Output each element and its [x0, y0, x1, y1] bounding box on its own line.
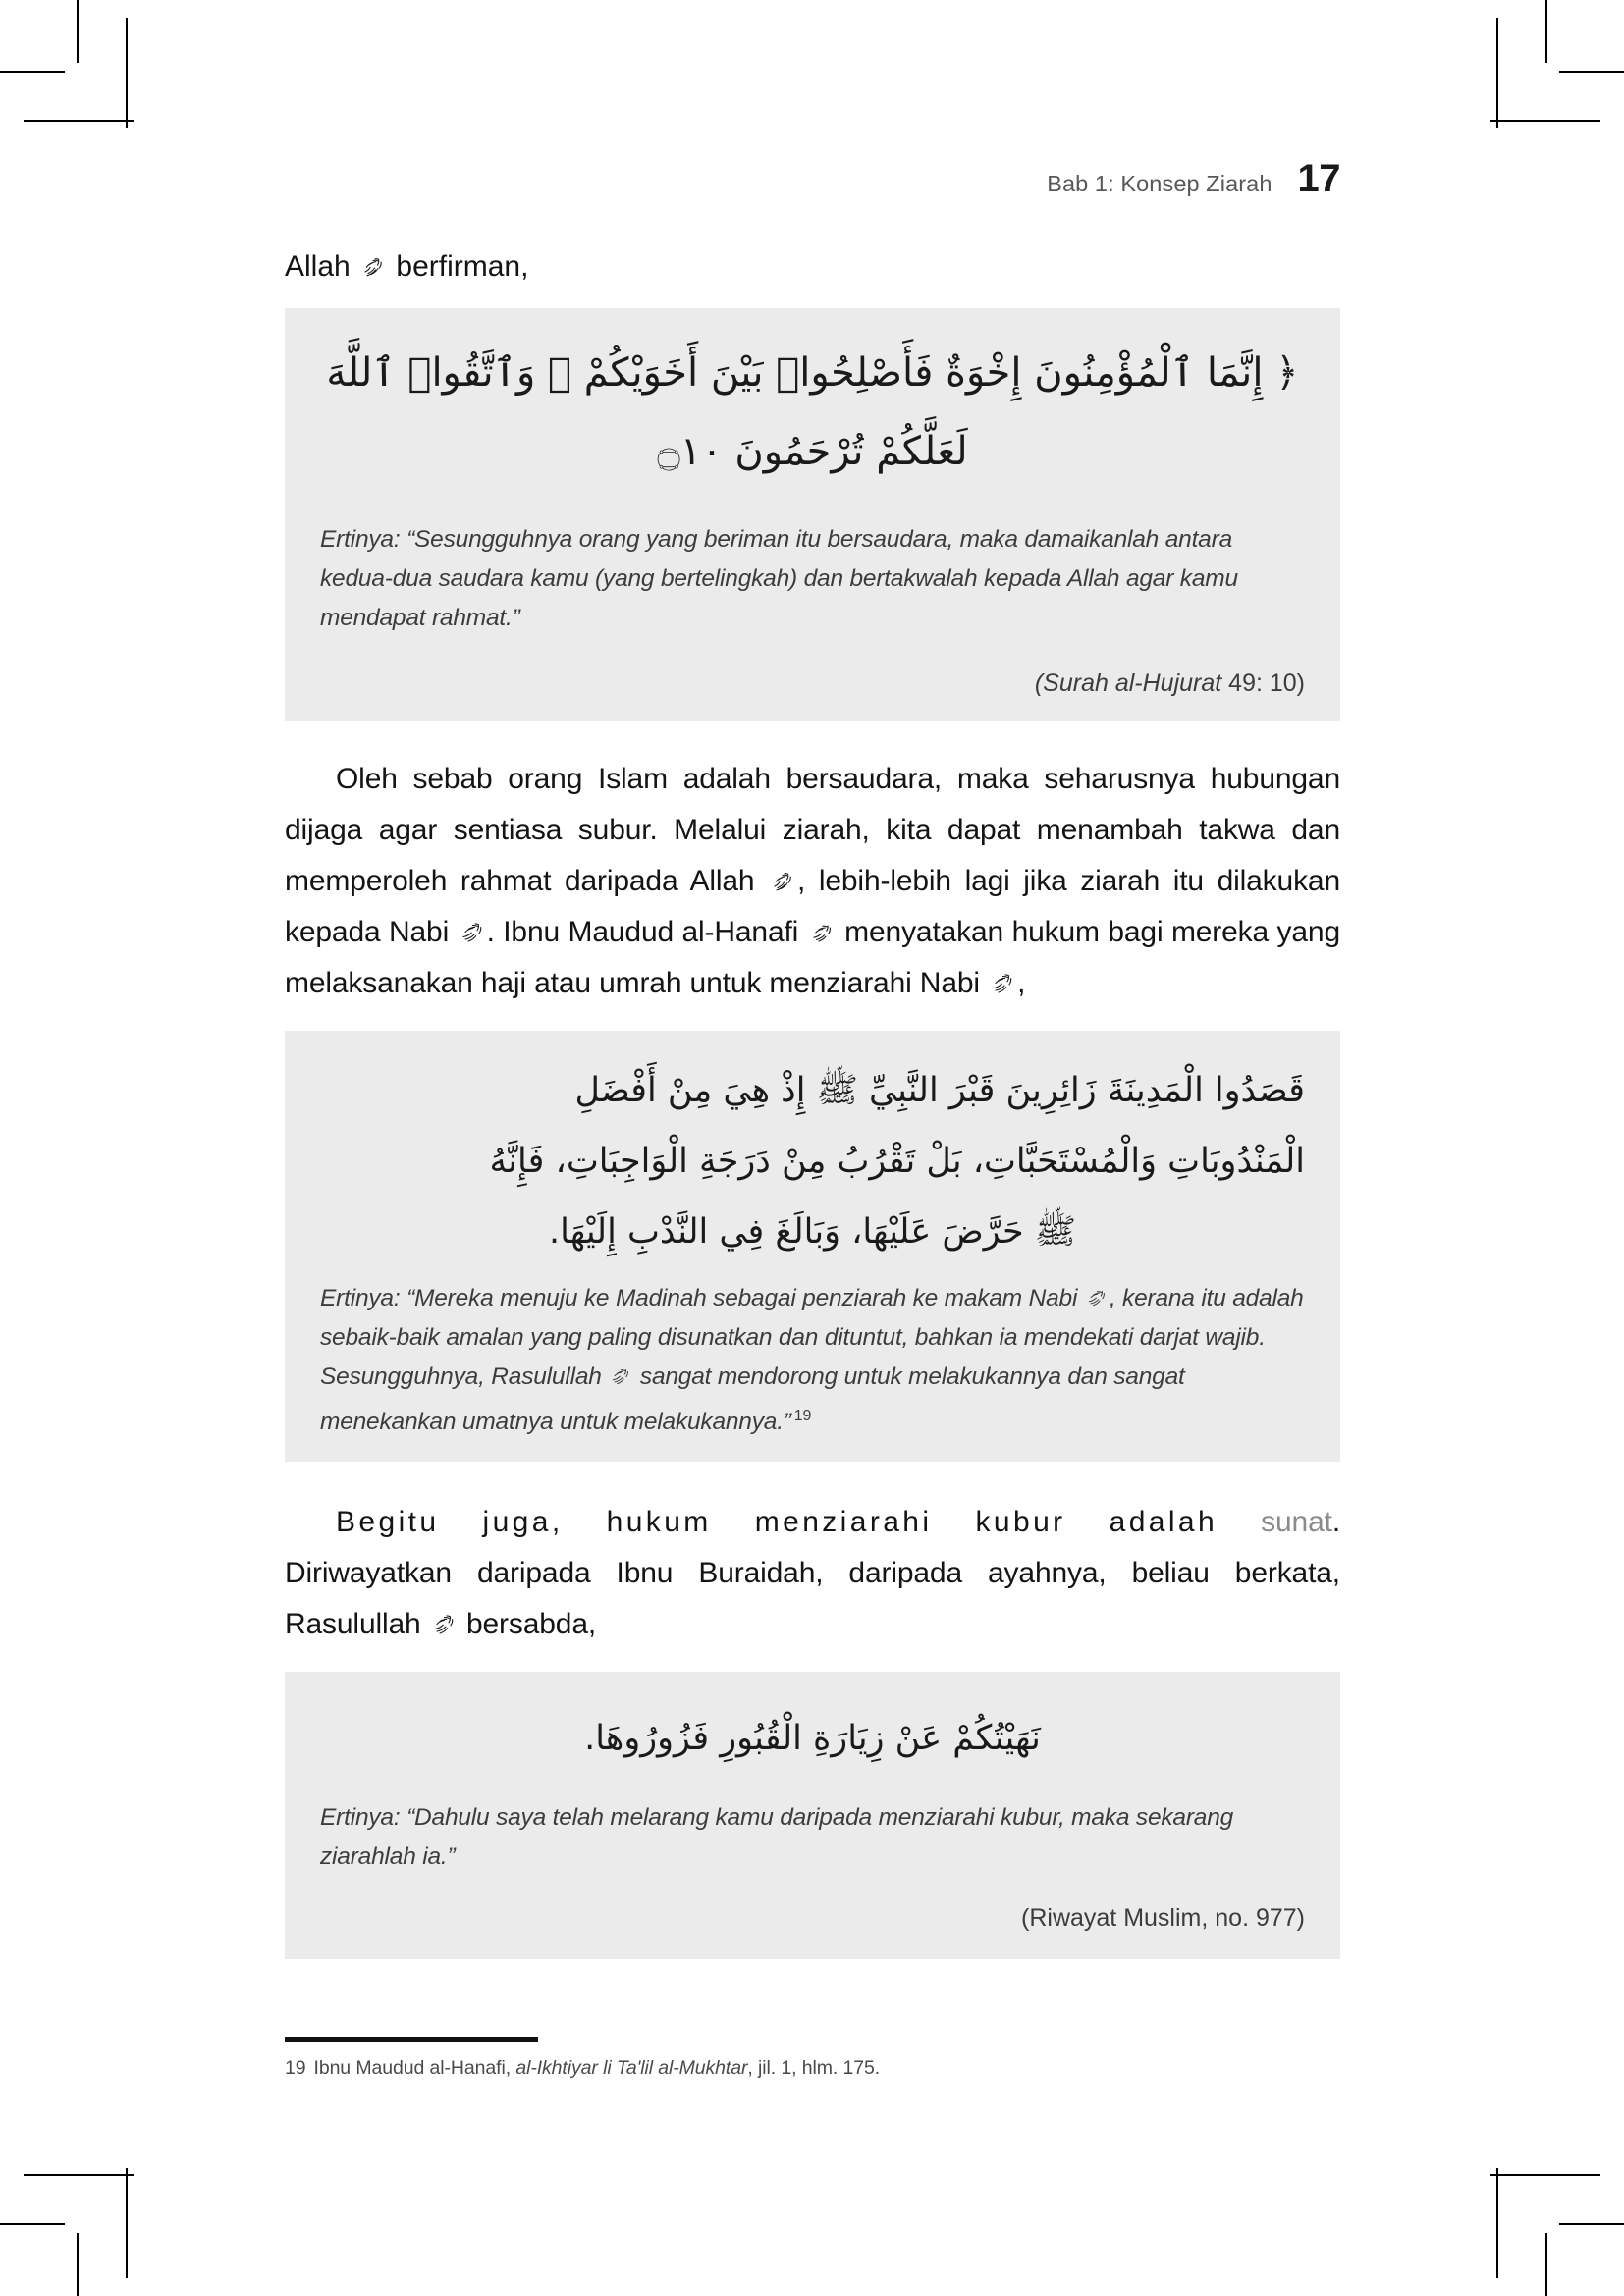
running-head: [285, 157, 1340, 212]
footnote-author: Ibnu Maudud al-Hanafi,: [313, 2057, 516, 2079]
crop-mark-bottom-left-vertical: [77, 2233, 79, 2296]
sallallahu-alayhi-wasallam-honorific-icon: [460, 920, 485, 945]
hadith-one-translation-seg-1: Ertinya: “Mereka menuju ke Madinah sebagai penziarah ke makam Nabi: [320, 1285, 1084, 1312]
crop-mark-bottom-right-vertical: [1545, 2233, 1547, 2296]
hadith-one-arabic-line-3: [320, 1198, 1305, 1268]
lead-in-line: [285, 241, 1340, 293]
crop-mark-bottom-right-inner-horizontal: [1490, 2174, 1600, 2176]
jalla-jalaluhu-honorific-icon: [360, 254, 386, 280]
hadith-one-translation-seg-3: sangat mendorong untuk melakukannya dan sangat menekankan umatnya untuk melakukannya.”: [320, 1363, 1185, 1436]
crop-mark-top-left-inner-horizontal: [24, 120, 134, 122]
paragraph-two-rest-seg-1: . Diriwayatkan daripada Ibnu Buraidah, daripada ayahnya, beliau berkata, Rasulullah: [285, 1506, 1340, 1641]
paragraph-two-loose-text: Begitu juga, hukum menziarahi kubur adalah: [336, 1506, 1262, 1539]
sallallahu-alayhi-wasallam-honorific-icon: [990, 971, 1015, 996]
rahimahullah-honorific-icon: [809, 920, 835, 945]
quran-translation: Ertinya: “Sesungguhnya orang yang beriman itu bersaudara, maka damaikanlah antara kedua-dua saudara kamu (yang bertelingkah) dan bertakwalah kepada Allah agar kamu mendapat rahmat.”: [320, 526, 1238, 631]
footnote-marker: 19: [793, 1408, 812, 1425]
footnote-locator: , jil. 1, hlm. 175.: [747, 2057, 881, 2079]
jalla-jalaluhu-honorific-icon: [770, 869, 795, 894]
crop-mark-bottom-left-inner-horizontal: [24, 2174, 134, 2176]
paragraph-two-rest-seg-2: bersabda,: [458, 1608, 597, 1641]
footnote-divider: [285, 2037, 538, 2042]
paragraph-one-seg-4: menyatakan hukum bagi mereka yang melaksanakan haji atau umrah untuk menziarahi Nabi: [285, 916, 1341, 999]
crop-mark-bottom-right-horizontal: [1559, 2223, 1624, 2225]
footnote-number: 19: [285, 2057, 306, 2079]
hadith-one-arabic-line-2: الْمَنْدُوبَاتِ وَالْمُسْتَحَبَّاتِ، بَلْ تَقْرُبُ مِنْ دَرَجَةِ الْوَاجِبَاتِ، فَإِنَّهُ: [489, 1141, 1305, 1181]
crop-mark-bottom-left-horizontal: [0, 2223, 65, 2225]
hadith-one-arabic-line-3-text: ﷺ حَرَّضَ عَلَيْهَا، وَبَالَغَ فِي النَّدْبِ إِلَيْهَا.: [548, 1211, 1077, 1252]
quran-arabic-text: ﴿ إِنَّمَا ٱلْمُؤْمِنُونَ إِخْوَةٌ فَأَصْلِحُوا۟ بَيْنَ أَخَوَيْكُمْ ۚ وَٱتَّقُوا۟ ٱللَّهَ لَعَلَّكُمْ تُرْحَمُونَ ۝١٠: [326, 350, 1299, 474]
paragraph-one: [285, 754, 1340, 1009]
crop-mark-top-right-inner-horizontal: [1490, 120, 1600, 122]
hadith-one-translation-seg-2: , kerana itu adalah sebaik-baik amalan yang paling disunatkan dan dituntut, bahkan ia mendekati darjat wajib. Sesungguhnya, Rasulullah: [320, 1285, 1304, 1391]
footnote-title: al-Ikhtiyar li Ta'lil al-Mukhtar: [515, 2057, 748, 2079]
page-content: [285, 157, 1340, 1959]
footnote-entry: [285, 2054, 1340, 2083]
quran-source-reference: 49: 10): [1221, 669, 1305, 697]
quran-source-citation: [320, 664, 1305, 703]
sallallahu-alayhi-wasallam-honorific-icon: [431, 1612, 457, 1637]
paragraph-one-seg-3: . Ibnu Maudud al-Hanafi: [486, 916, 807, 948]
crop-mark-top-left-horizontal: [0, 71, 65, 73]
sallallahu-alayhi-wasallam-honorific-icon: [1086, 1287, 1108, 1308]
crop-mark-top-right-inner-vertical: [1496, 18, 1498, 128]
hadith-one-quote-box: [285, 1031, 1340, 1462]
crop-mark-top-right-horizontal: [1559, 71, 1624, 73]
lead-in-before: Allah: [285, 250, 359, 283]
quran-quote-box: [285, 308, 1340, 721]
crop-mark-bottom-left-inner-vertical: [126, 2168, 128, 2278]
hadith-one-arabic-line-1: قَصَدُوا الْمَدِينَةَ زَائِرِينَ قَبْرَ النَّبِيِّ ﷺ إِذْ هِيَ مِنْ أَفْضَلِ: [574, 1071, 1305, 1110]
paragraph-one-seg-5: ,: [1017, 967, 1026, 999]
footnote-area: [285, 2037, 1340, 2083]
hadith-two-translation: Ertinya: “Dahulu saya telah melarang kamu daripada menziarahi kubur, maka sekarang ziarahlah ia.”: [320, 1803, 1234, 1870]
crop-mark-top-left-inner-vertical: [126, 18, 128, 128]
paragraph-two-gray-term: sunat: [1261, 1506, 1332, 1539]
page-number: 17: [1297, 157, 1340, 200]
hadith-two-arabic-text: نَهَيْتُكُمْ عَنْ زِيَارَةِ الْقُبُورِ فَزُورُوهَا.: [584, 1719, 1041, 1759]
paragraph-one-seg-1: Oleh sebab orang Islam adalah bersaudara, maka seharusnya hubungan dijaga agar sentiasa subur. Melalui ziarah, kita dapat menambah takwa dan memperoleh rahmat daripada Allah: [285, 763, 1340, 897]
crop-mark-top-left-vertical: [77, 0, 79, 63]
chapter-title: Bab 1: Konsep Ziarah: [1047, 171, 1272, 196]
hadith-two-source-citation: (Riwayat Muslim, no. 977): [1021, 1903, 1305, 1932]
hadith-one-translation: [320, 1279, 1305, 1442]
lead-in-after: berfirman,: [388, 250, 529, 283]
paragraph-one-seg-2: , lebih-lebih lagi jika ziarah itu dilakukan kepada Nabi: [285, 865, 1340, 948]
crop-mark-top-right-vertical: [1545, 0, 1547, 63]
quran-source-surah: (Surah al-Hujurat: [1034, 669, 1222, 697]
crop-mark-bottom-right-inner-vertical: [1496, 2168, 1498, 2278]
hadith-two-quote-box: [285, 1672, 1340, 1958]
paragraph-two: [285, 1497, 1340, 1650]
sallallahu-alayhi-wasallam-honorific-icon: [610, 1365, 631, 1387]
